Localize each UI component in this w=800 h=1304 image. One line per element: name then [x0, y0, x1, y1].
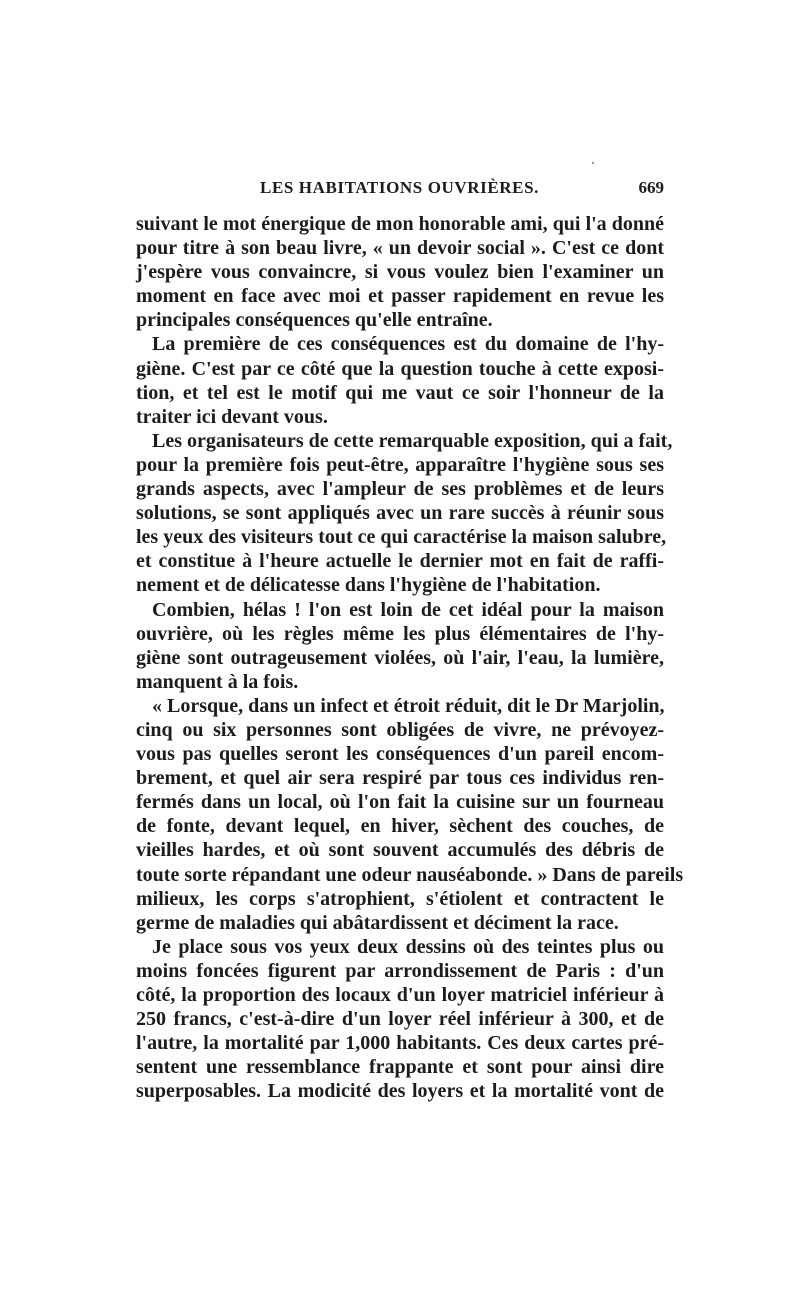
running-title: LES HABITATIONS OUVRIÈRES. [260, 178, 540, 197]
text-line: germe de maladies qui abâtardissent et déciment la race. [136, 911, 619, 934]
paper-speck [592, 162, 594, 164]
text-line: 250 francs, c'est-à-dire d'un loyer réel inférieur à 300, et de [136, 1008, 664, 1031]
text-line: côté, la proportion des locaux d'un loyer matriciel inférieur à [136, 984, 664, 1006]
text-line: vieilles hardes, et où sont souvent accumulés des débris de [136, 839, 664, 862]
text-line: principales conséquences qu'elle entraîne. [136, 309, 493, 332]
text-line: fermés dans un local, où l'on fait la cuisine sur un fourneau [136, 791, 664, 814]
text-line: milieux, les corps s'atrophient, s'étiolent et contractent le [136, 887, 664, 910]
paragraph [136, 212, 664, 332]
text-line: sentent une ressemblance frappante et sont pour ainsi dire [136, 1056, 664, 1079]
text-line: nement et de délicatesse dans l'hygiène de l'habitation. [136, 574, 601, 597]
text-line: Je place sous vos yeux deux dessins où des teintes plus ou [152, 935, 664, 958]
text-line: l'autre, la mortalité par 1,000 habitants. Ces deux cartes pré- [136, 1032, 664, 1055]
text-line: suivant le mot énergique de mon honorable ami, qui l'a donné [136, 213, 664, 235]
text-line: de fonte, devant lequel, en hiver, sèchent des couches, de [136, 815, 664, 838]
text-line: moment en face avec moi et passer rapidement en revue les [136, 285, 664, 308]
text-line: cinq ou six personnes sont obligées de vivre, ne prévoyez- [136, 718, 664, 741]
text-line: grands aspects, avec l'ampleur de ses problèmes et de leurs [136, 478, 664, 501]
text-line: ouvrière, où les règles même les plus élémentaires de l'hy- [136, 622, 664, 645]
page-number: 669 [638, 178, 664, 197]
text-line: j'espère vous convaincre, si vous voulez bien l'examiner un [136, 261, 664, 284]
text-line: brement, et quel air sera respiré par tous ces individus ren- [136, 767, 664, 790]
text-line: La première de ces conséquences est du domaine de l'hy- [152, 333, 664, 356]
body-text [136, 212, 684, 1103]
page-header [136, 176, 664, 206]
text-line: « Lorsque, dans un infect et étroit réduit, dit le Dr Marjolin, [152, 694, 665, 717]
text-line: superposables. La modicité des loyers et la mortalité vont de [136, 1080, 664, 1103]
paragraph [136, 429, 673, 598]
text-line: Les organisateurs de cette remarquable exposition, qui a fait, [152, 429, 673, 452]
text-line: vous pas quelles seront les conséquences d'un pareil encom- [136, 743, 664, 766]
text-line: manquent à la fois. [136, 670, 299, 693]
text-line: traiter ici devant vous. [136, 405, 328, 428]
text-line: tion, et tel est le motif qui me vaut ce soir l'honneur de la [136, 381, 664, 404]
text-line: giène sont outrageusement violées, où l'air, l'eau, la lumière, [136, 646, 664, 669]
paragraph [136, 332, 664, 428]
paragraph [136, 935, 664, 1104]
paragraph [136, 694, 684, 935]
text-line: et constitue à l'heure actuelle le dernier mot en fait de raffi- [136, 550, 664, 573]
text-line: les yeux des visiteurs tout ce qui caractérise la maison salubre, [136, 526, 667, 549]
text-line: solutions, se sont appliqués avec un rare succès à réunir sous [136, 502, 664, 525]
text-line: giène. C'est par ce côté que la question touche à cette exposi- [136, 357, 664, 380]
text-line: pour titre à son beau livre, « un devoir social ». C'est ce dont [136, 237, 664, 260]
paragraph [136, 598, 664, 694]
text-line: pour la première fois peut-être, apparaître l'hygiène sous ses [136, 453, 664, 476]
text-line: moins foncées figurent par arrondissement de Paris : d'un [136, 959, 664, 982]
text-line: Combien, hélas ! l'on est loin de cet idéal pour la maison [152, 598, 664, 621]
text-line: toute sorte répandant une odeur nauséabonde. » Dans de pareils [136, 863, 684, 886]
